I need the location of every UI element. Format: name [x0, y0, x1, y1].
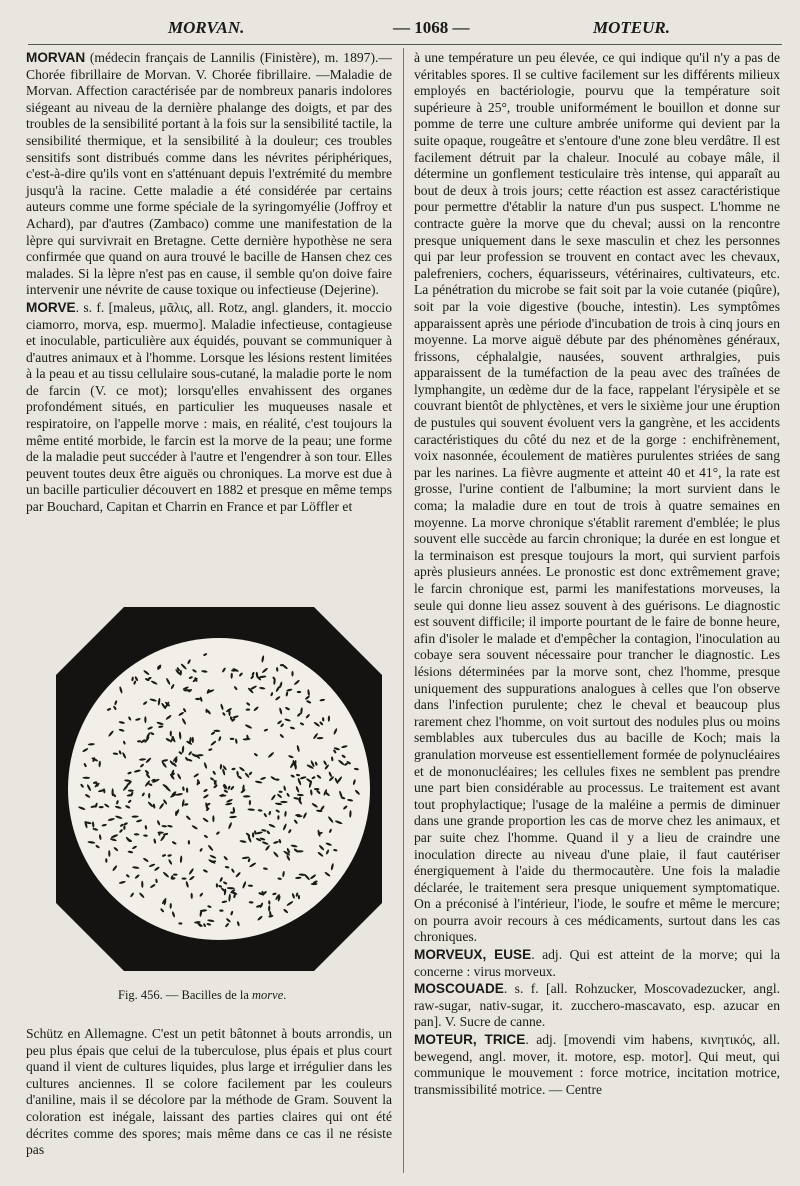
page-number: — 1068 —	[393, 18, 470, 37]
header-left-word: MORVAN.	[168, 18, 245, 37]
entry-morve	[26, 300, 392, 516]
column-divider	[403, 48, 404, 1173]
right-column	[414, 50, 780, 1099]
bacilli-figure	[52, 603, 386, 975]
entry-morve-continued: Schütz en Allemagne. C'est un petit bâtonnet à bouts arrondis, un peu plus épais que celui de la tuberculose, plus épais et plus court quand il vient de cultures liquides, plus large et irrégulier dans les cultures anciennes. Il se colore facilement par les couleurs d'aniline, mais il se décolore par la méthode de Gram. Souvent la coloration est inégale, laissant des parties claires qui ont été décrites comme des spores; mais même dans ce cas il ne résiste pas	[26, 1026, 392, 1158]
bacillus	[296, 850, 304, 852]
headword: MOTEUR, TRICE	[414, 1032, 526, 1048]
figure-caption	[118, 988, 286, 1003]
entry-text: (médecin français de Lannilis (Finistère), m. 1897).— Chorée fibrillaire de Morvan. V. Chorée fibrillaire. —Maladie de Morvan. Affection caractérisée par de nombreux panaris indolores siégeant au niveau de la dernière phalange des doigts, et par des troubles de la sensibilité portant à la fois sur la sensibilité tactile, la sensibilité thermique, et la sensibilité à la douleur; ces troubles sensitifs sont distribués comme dans les névrites périphériques, c'est-à-dire qu'ils vont en s'atténuant depuis l'extrémité du membre jusqu'à la racine. Cette maladie a été considérée par certains auteurs comme une forme spéciale de la syringomyélie (Joffroy et Achard), par d'autres (Zambaco) comme une manifestation de la lèpre qui survivrait en Bretagne. Cette dernière hypothèse ne sera confirmée que quand on aura trouvé le bacille de Hansen chez ces malades. Si la lèpre n'est pas en cause, il semble qu'on doive faire intervenir une névrite de cause toxique ou infectieuse (Dejerine).	[26, 50, 392, 298]
caption-prefix: Fig. 456. — Bacilles de la	[118, 988, 253, 1002]
bacillus	[230, 738, 235, 740]
headword: MOSCOUADE	[414, 981, 504, 997]
entry-text: à une température un peu élevée, ce qui indique qu'il n'y a pas de véritables spores. Il se cultive facilement sur les différents milieux employés en bactériologie, pourvu que la température soit supérieure à 25°, trouble uniformément le bouillon et donne sur pomme de terre une culture ambrée uniforme qui devient par la suite opaque, rougeâtre et s'entoure d'une zone bleu verdâtre. Il est facilement détruit par la chaleur. Inoculé au cobaye mâle, il détermine un gonflement testiculaire très intense, qui apparaît au bout de deux à trois jours; cette réaction est assez caractéristique pour permettre d'établir la nature d'un pus suspect. L'homme ne contracte guère la morve que du cheval; aussi on la rencontre presque uniquement dans le sexe masculin et chez les personnes qui par leur profession se trouvent en contact avec les chevaux, palefreniers, cochers, équarisseurs, vétérinaires, cultivateurs, etc. La pénétration du microbe se fait soit par la voie cutanée (piqûre), soit par la voie digestive (bouche, intestin). Les symptômes apparaissent après une période d'incubation de trois à cinq jours en moyenne. La morve aiguë débute par des phénomènes généraux, frissons, céphalalgie, nausées, souvent arthralgies, puis apparaissent de la tuméfaction de la peau avec des traînées de lymphangite, un œdème dur de la face, rappelant l'érysipèle et se couvrant bientôt de phlyctènes, et vers le sixième jour une éruption de pustules qui souvent évoluent vers la gangrène, et les accidents caractéristiques du côté du nez et de la gorge : enchifrènement, voix nasonnée, écoulement de matières purulentes striées de sang par les narines. La fièvre augmente et atteint 40 et 41°, la rate est grosse, l'urine contient de l'albumine; la mort survient dans le coma; la maladie dure en tout de trois à quatre semaines en moyenne. La morve chronique s'établit rarement d'emblée; le plus souvent elle succède au farcin chronique; la durée en est longue et la terminaison est presque toujours la mort, qui survient parfois après plusieurs années. Le pronostic est donc extrêmement grave; le farcin chronique est, parmi les manifestations morveuses, la seule qui donne lieu assez souvent à des guérisons. Le diagnostic est souvent difficile; il importe pourtant de le faire de bonne heure, afin d'isoler le malade et d'empêcher la contagion, l'inoculation au cobaye sera souvent nécessaire pour trancher le diagnostic. Les lésions déterminées par la morve sont, chez l'homme, presque uniquement des suppurations analogues à celles que l'on observe dans l'infection purulente; chez le cheval et beaucoup plus rarement chez l'homme, on voit surtout des nodules plus ou moins semblables aux tubercules dus au bacille de Koch; mais la granulation morveuse est essentiellement formée de polynucléaires et de mononucléaires; les cellules fixes ne semblent pas prendre une part bien considérable au processus. Le traitement est avant tout prophylactique; l'usage de la maléine a permis de diminuer dans une grande proportion les cas de morve chez les animaux, et par suite chez l'homme. Quand il y a lieu de craindre une inoculation directe au niveau d'une plaie, il faut cautériser énergiquement à l'aide du thermocautère. Une fois la maladie déclarée, le traitement sera presque uniquement symptomatique. On a préconisé à l'intérieur, l'iode, le soufre et même le mercure; on pourra avoir recours à ces médicaments, surtout dans les cas chroniques.	[414, 50, 780, 945]
headword: MORVAN	[26, 50, 86, 65]
bacillus	[280, 801, 288, 803]
caption-italic: morve	[252, 988, 284, 1002]
bacillus	[291, 671, 293, 677]
entry-text: . s. f. [maleus, μᾶλις, all. Rotz, angl. glanders, it. moccio ciamorro, morva, esp. muermo]. Maladie infectieuse, contagieuse et inoculable, particulière aux équidés, pouvant se communiquer à d'autres animaux et à l'homme. Lorsque les lésions restent limitées à la peau et au tissu cellulaire sous-cutané, la maladie porte le nom de farcin (V. ce mot); lorsqu'elles envahissent des organes profondément situés, en particulier les muqueuses nasale et respiratoire, on l'appelle morve : mais, en réalité, c'est toujours la même entité morbide, le farcin est la morve de la peau; une forme de la maladie peut succéder à l'autre et l'engendrer à son tour. Elles peuvent toutes deux être aiguës ou chroniques. La morve est due à un bacille particulier découvert en 1882 et presque en même temps par Bouchard, Capitan et Charrin en France et par Löffler et	[26, 299, 392, 515]
left-column-bottom	[26, 1026, 392, 1160]
entry-morveux	[414, 947, 780, 980]
header-right-word: MOTEUR.	[593, 18, 670, 37]
headword: MORVEUX, EUSE	[414, 947, 532, 963]
headword: MORVE	[26, 299, 76, 315]
entry-text: . adj. [movendi vim habens, κινητικός, all. bewegend, angl. mover, it. motore, esp. motor]. Qui meut, qui communique le mouvement : force motrice, incitation motrice, transmissibilité motrice. — Centre	[414, 1032, 780, 1097]
header-rule	[28, 44, 782, 45]
entry-morve-continued-right	[414, 50, 780, 946]
left-column-top	[26, 50, 392, 517]
caption-suffix: .	[283, 988, 287, 1002]
bacillus	[231, 669, 236, 671]
running-header	[28, 18, 782, 44]
entry-moscouade	[414, 981, 780, 1031]
entry-morvan	[26, 50, 392, 299]
microscope-field	[68, 638, 370, 940]
entry-text: . adj. Qui est atteint de la morve; qui la concerne : virus morveux.	[414, 947, 781, 979]
bacillus	[128, 790, 134, 792]
entry-text: . s. f. [all. Rohzucker, Moscovadezucker, angl. raw-sugar, nativ-sugar, it. zucchero-mascavato, esp. azucar en pan]. V. Sucre de canne.	[414, 981, 780, 1030]
entry-moteur	[414, 1032, 780, 1098]
microscope-field-illustration	[52, 603, 386, 975]
